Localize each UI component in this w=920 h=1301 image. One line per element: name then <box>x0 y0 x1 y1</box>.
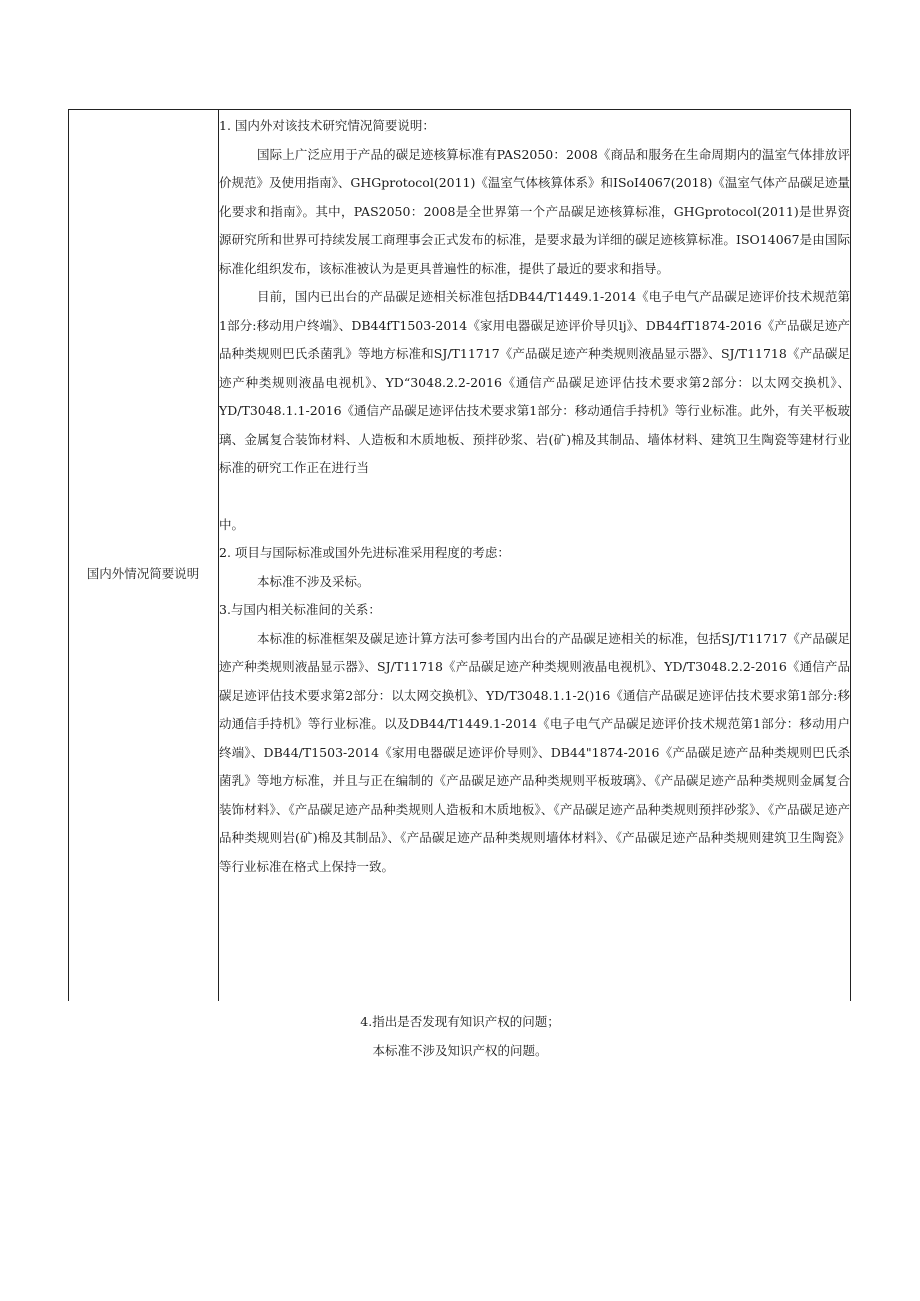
section-1-paragraph-1: 国际上广泛应用于产品的碳足迹核算标准有PAS2050：2008《商品和服务在生命周期内的温室气体排放评价规范》及使用指南》、GHGprotocol(2011)《温室气体核算体系》和ISoI4067(2018)《温室气体产品碳足迹量化要求和指南》。其中，PAS2050：2008是全世界第一个产品碳足迹核算标准，GHGprotocol(2011)是世界资源研究所和世界可持续发展工商理事会正式发布的标准，是要求最为详细的碳足迹核算标准。ISO14067是由国际标准化组织发布，该标准被认为是更具普遍性的标准，提供了最近的要求和指导。 <box>219 146 850 276</box>
section-2-body: 本标准不涉及采标。 <box>257 573 370 589</box>
section-3-heading: 3.与国内相关标准间的关系： <box>219 602 381 617</box>
section-4-body: 本标准不涉及知识产权的问题。 <box>372 1043 548 1058</box>
section-1-heading: 1. 国内外对该技术研究情况简要说明： <box>219 118 435 133</box>
section-1-paragraph-2-tail: 中。 <box>219 516 245 532</box>
spacer <box>219 483 850 511</box>
section-1-paragraph-2: 目前，国内已出台的产品碳足迹相关标准包括DB44/T1449.1-2014《电子电气产品碳足迹评价技术规范第1部分:移动用户终端》、DB44fT1503-2014《家用电器碳足迹评价导贝lj》、DB44fT1874-2016《产品碳足迹产品种类规则巴氏杀菌乳》等地方标准和SJ/T11717《产品碳足迹产种类规则液晶显示器》、SJ/T11718《产品碳足迹产种类规则液晶电视机》、YD“3048.2.2-2016《通信产品碳足迹评估技术要求第2部分：以太网交换机》、YD/T3048.1.1-2016《通信产品碳足迹评估技术要求第1部分：移动通信手持机》等行业标准。此外，有关平板玻璃、金属复合装饰材料、人造板和木质地板、预拌砂浆、岩(矿)棉及其制品、墙体材料、建筑卫生陶瓷等建材行业标准的研究工作正在进行当 <box>219 289 850 475</box>
row-label: 国内外情况简要说明 <box>86 566 200 581</box>
section-2-heading: 2. 项目与国际标准或国外先进标准采用程度的考虑： <box>219 545 510 560</box>
section-4-heading: 4.指出是否发现有知识产权的问题； <box>360 1014 560 1029</box>
content-cell <box>219 112 850 881</box>
section-3-body: 本标准的标准框架及碳足迹计算方法可参考国内出台的产品碳足迹相关的标准，包括SJ/T11717《产品碳足迹产种类规则液晶显示器》、SJ/T11718《产品碳足迹产种类规则液晶电视机》、YD/T3048.2.2-2016《通信产品碳足迹评估技术要求第2部分：以太网交换机》、YD/T3048.1.1-2()16《通信产品碳足迹评估技术要求第1部分:移动通信手持机》等行业标准。以及DB44/T1449.1-2014《电子电气产品碳足迹评价技术规范第1部分：移动用户终端》、DB44/T1503-2014《家用电器碳足迹评价导则》、DB44"1874-2016《产品碳足迹产品种类规则巴氏杀菌乳》等地方标准，并且与正在编制的《产品碳足迹产品种类规则平板玻璃》、《产品碳足迹产品种类规则金属复合装饰材料》、《产品碳足迹产品种类规则人造板和木质地板》、《产品碳足迹产品种类规则预拌砂浆》、《产品碳足迹产品种类规则岩(矿)棉及其制品》、《产品碳足迹产品种类规则墙体材料》、《产品碳足迹产品种类规则建筑卫生陶瓷》等行业标准在格式上保持一致。 <box>219 630 850 874</box>
